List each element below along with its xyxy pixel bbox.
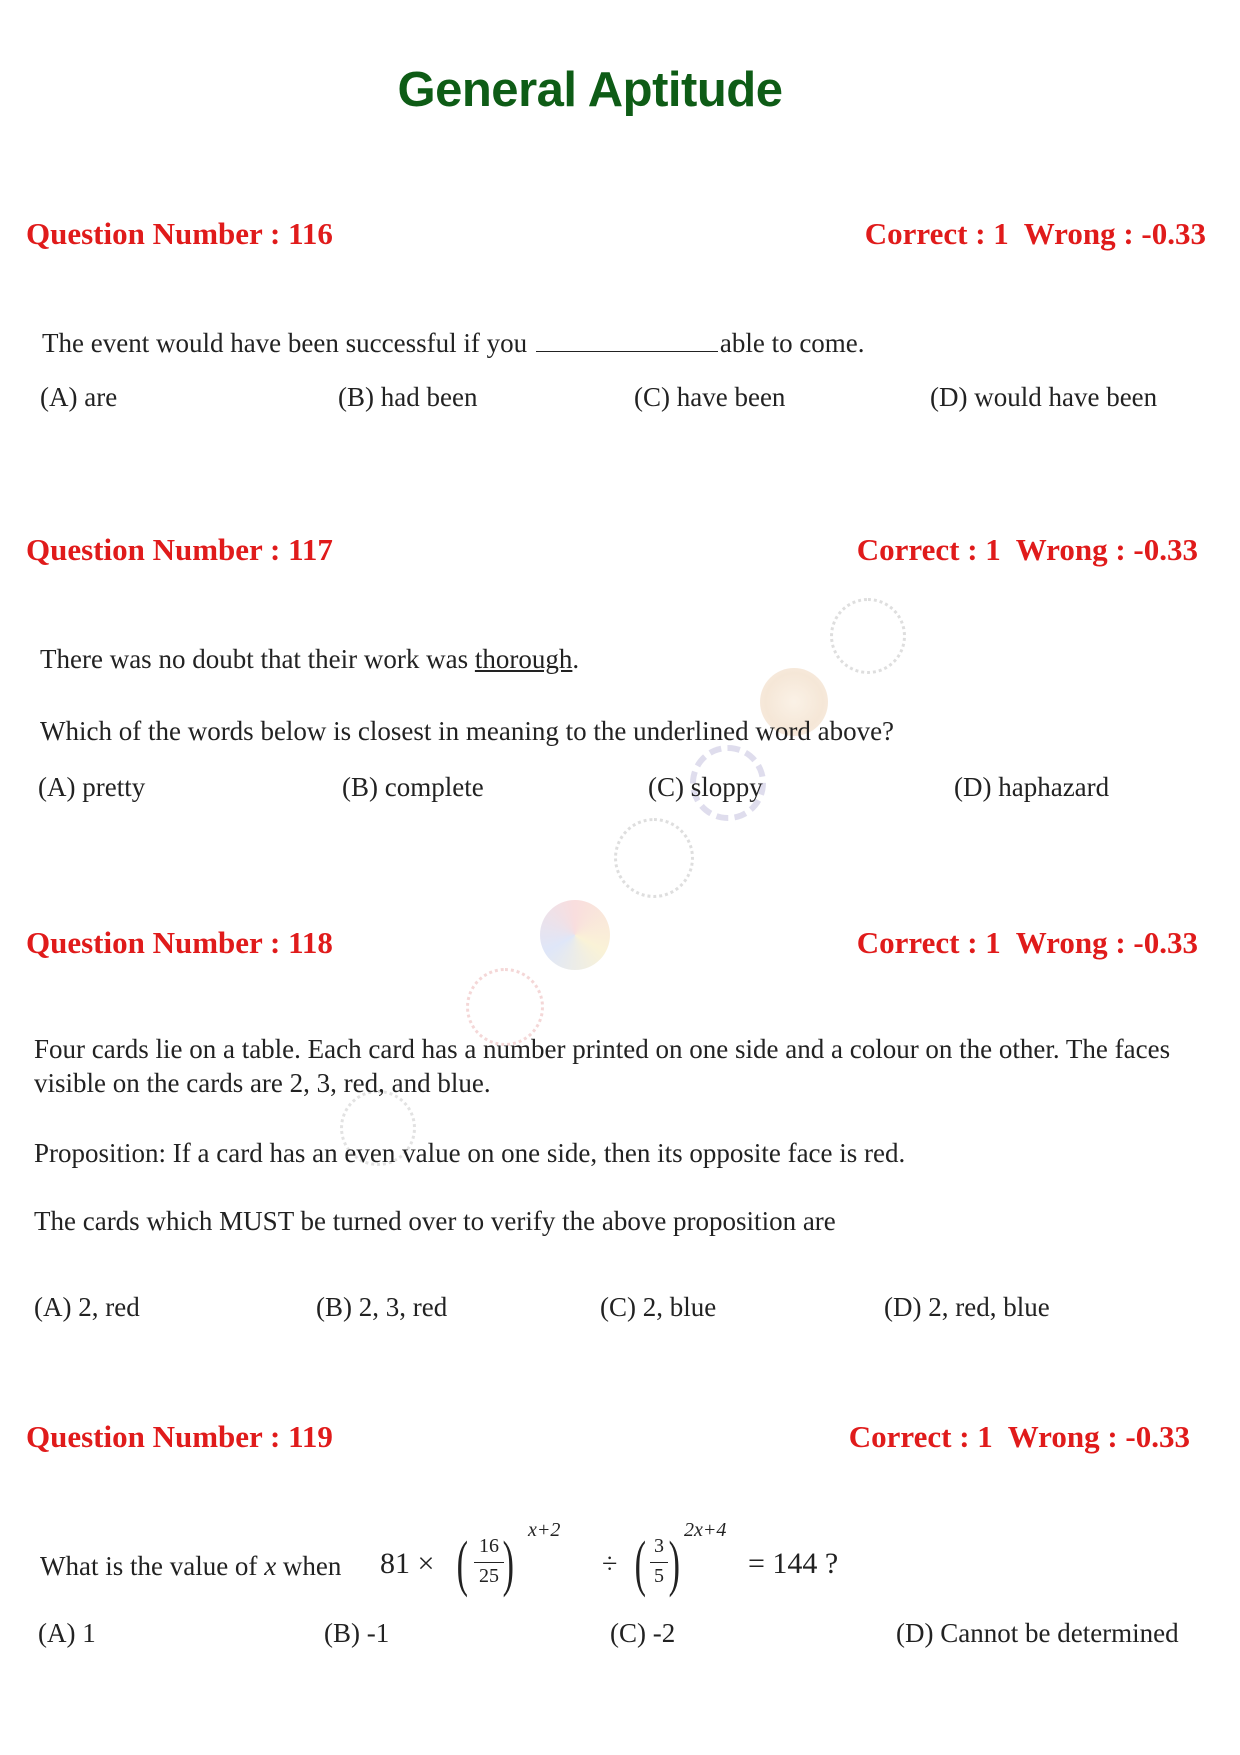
math-coefficient: 81 × <box>380 1547 435 1580</box>
math-operator: ÷ <box>602 1549 618 1580</box>
option-a: (A) are <box>40 382 118 412</box>
fraction-bar <box>474 1562 504 1563</box>
question-number: Question Number : 118 <box>26 925 333 960</box>
stem-text: able to come. <box>719 328 865 358</box>
option-d: (D) 2, red, blue <box>884 1292 1050 1322</box>
right-paren: ) <box>502 1530 515 1598</box>
option-d: (D) Cannot be determined <box>896 1618 1179 1648</box>
stem-text: What is the value of x when <box>40 1551 342 1581</box>
exponent: x+2 <box>528 1519 561 1541</box>
stem-text: There was no doubt that their work was <box>40 644 475 674</box>
underlined-word: thorough <box>474 644 573 674</box>
left-paren: ( <box>456 1530 469 1598</box>
option-c: (C) -2 <box>610 1618 676 1648</box>
stem-text: . <box>572 644 580 674</box>
stem-text: The event would have been successful if you <box>42 328 534 358</box>
option-c: (C) sloppy <box>648 772 763 802</box>
marking-scheme: Correct : 1 Wrong : -0.33 <box>864 216 1206 251</box>
question-number: Question Number : 116 <box>26 216 333 251</box>
option-a: (A) 1 <box>38 1618 96 1648</box>
option-a: (A) 2, red <box>34 1292 140 1322</box>
fraction-denominator: 5 <box>654 1565 664 1587</box>
option-d: (D) haphazard <box>954 772 1110 802</box>
fraction-bar <box>650 1562 668 1563</box>
page-title: General Aptitude <box>397 63 783 117</box>
question-prompt: The cards which MUST be turned over to verify the above proposition are <box>34 1206 836 1236</box>
question-number: Question Number : 117 <box>26 532 333 567</box>
right-paren: ) <box>668 1530 681 1598</box>
question-header <box>26 1419 1190 1463</box>
question-header <box>26 532 1198 576</box>
question-header <box>26 925 1198 969</box>
left-paren: ( <box>634 1530 647 1598</box>
watermark-seal-icon <box>614 818 694 898</box>
option-b: (B) -1 <box>324 1618 390 1648</box>
math-rhs: = 144 ? <box>748 1547 839 1580</box>
exponent: 2x+4 <box>684 1519 727 1541</box>
fill-in-blank <box>536 327 718 352</box>
fraction-denominator: 25 <box>479 1565 499 1587</box>
option-b: (B) complete <box>342 772 484 802</box>
question-proposition: Proposition: If a card has an even value on one side, then its opposite face is red. <box>34 1138 906 1168</box>
option-c: (C) have been <box>634 382 786 412</box>
fraction-numerator: 3 <box>654 1535 664 1557</box>
question-stem <box>40 642 579 676</box>
marking-scheme: Correct : 1 Wrong : -0.33 <box>856 532 1198 567</box>
question-stem <box>42 326 865 360</box>
question-prompt: Which of the words below is closest in meaning to the underlined word above? <box>40 716 895 746</box>
question-number: Question Number : 119 <box>26 1419 333 1454</box>
watermark-seal-icon <box>830 598 906 674</box>
marking-scheme: Correct : 1 Wrong : -0.33 <box>848 1419 1190 1454</box>
option-b: (B) had been <box>338 382 478 412</box>
marking-scheme: Correct : 1 Wrong : -0.33 <box>856 925 1198 960</box>
option-d: (D) would have been <box>930 382 1158 412</box>
fraction-numerator: 16 <box>479 1535 499 1557</box>
question-header <box>26 216 1206 260</box>
option-b: (B) 2, 3, red <box>316 1292 448 1322</box>
option-c: (C) 2, blue <box>600 1292 717 1322</box>
question-paragraph: Four cards lie on a table. Each card has a number printed on one side and a colour on the other. The faces visible on the cards are 2, 3, red, and blue. <box>34 1034 1171 1098</box>
variable-x: x <box>264 1551 277 1581</box>
option-a: (A) pretty <box>38 772 146 802</box>
